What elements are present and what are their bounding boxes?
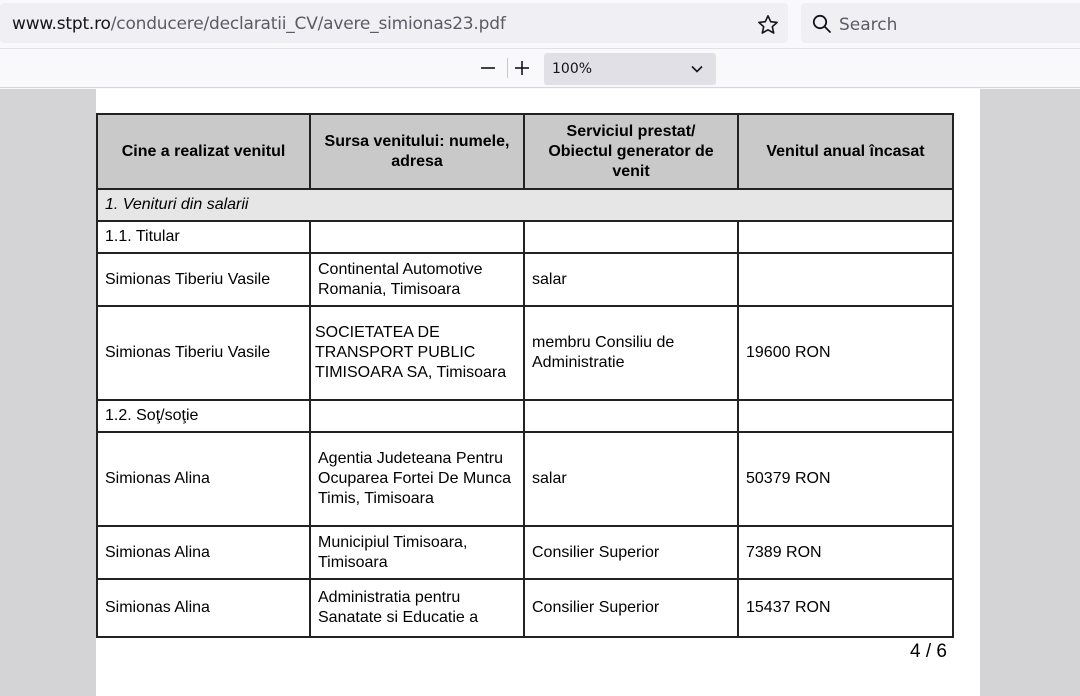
zoom-separator (507, 58, 508, 78)
zoom-select[interactable] (544, 53, 716, 85)
search-box[interactable] (801, 3, 1080, 43)
page-indicator: 4 / 6 (910, 641, 947, 662)
income-cell (738, 253, 953, 306)
section-row (97, 189, 953, 221)
income-table (96, 113, 954, 638)
service-cell: Consilier Superior (524, 526, 738, 579)
subsection-title: 1.2. Soţ/soţie (97, 400, 310, 432)
browser-toolbar (0, 0, 1080, 48)
table-cell (738, 221, 953, 253)
service-cell: Consilier Superior (524, 579, 738, 637)
source-cell: Municipiul Timisoara, Timisoara (310, 526, 524, 579)
who-cell: Simionas Tiberiu Vasile (97, 306, 310, 400)
pdf-viewer[interactable] (0, 89, 1080, 696)
table-cell (738, 400, 953, 432)
source-cell: Administratia pentru Sanatate si Educatie a (310, 579, 524, 637)
table-cell (524, 400, 738, 432)
url-path: /conducere/declaratii_CV/avere_simionas23.pdf (110, 14, 506, 34)
service-cell: membru Consiliu de Administratie (524, 306, 738, 400)
table-row (97, 579, 953, 637)
table-cell (524, 221, 738, 253)
income-cell: 50379 RON (738, 432, 953, 526)
who-cell: Simionas Alina (97, 579, 310, 637)
service-cell: salar (524, 432, 738, 526)
table-header-row (97, 114, 953, 189)
header-cell: Serviciul prestat/ Obiectul generator de venit (524, 114, 738, 189)
zoom-in-button[interactable] (511, 57, 533, 79)
address-bar[interactable] (0, 3, 788, 43)
search-placeholder: Search (839, 15, 898, 35)
header-cell: Venitul anual încasat (738, 114, 953, 189)
subsection-row (97, 221, 953, 253)
header-cell: Sursa venitului: numele, adresa (310, 114, 524, 189)
zoom-value: 100% (552, 61, 593, 77)
source-cell: Agentia Judeteana Pentru Ocuparea Fortei De Munca Timis, Timisoara (310, 432, 524, 526)
who-cell: Simionas Alina (97, 526, 310, 579)
table-row (97, 526, 953, 579)
pdf-page (96, 89, 980, 696)
table-row (97, 306, 953, 400)
pdf-toolbar (0, 48, 1080, 88)
income-cell: 15437 RON (738, 579, 953, 637)
bookmark-star-icon[interactable] (756, 13, 780, 37)
table-cell (310, 221, 524, 253)
income-cell: 7389 RON (738, 526, 953, 579)
service-cell: salar (524, 253, 738, 306)
table-row (97, 432, 953, 526)
header-cell: Cine a realizat venitul (97, 114, 310, 189)
zoom-out-button[interactable] (477, 57, 499, 79)
who-cell: Simionas Tiberiu Vasile (97, 253, 310, 306)
url-text[interactable] (12, 14, 506, 34)
section-title: 1. Venituri din salarii (97, 189, 953, 221)
table-cell (310, 400, 524, 432)
who-cell: Simionas Alina (97, 432, 310, 526)
url-host: www.stpt.ro (12, 14, 111, 34)
income-cell: 19600 RON (738, 306, 953, 400)
search-icon (811, 13, 833, 35)
source-cell: Continental Automotive Romania, Timisoara (310, 253, 524, 306)
chevron-down-icon (689, 62, 705, 76)
source-cell: SOCIETATEA DE TRANSPORT PUBLIC TIMISOARA SA, Timisoara (310, 306, 524, 400)
table-row (97, 253, 953, 306)
subsection-row (97, 400, 953, 432)
subsection-title: 1.1. Titular (97, 221, 310, 253)
